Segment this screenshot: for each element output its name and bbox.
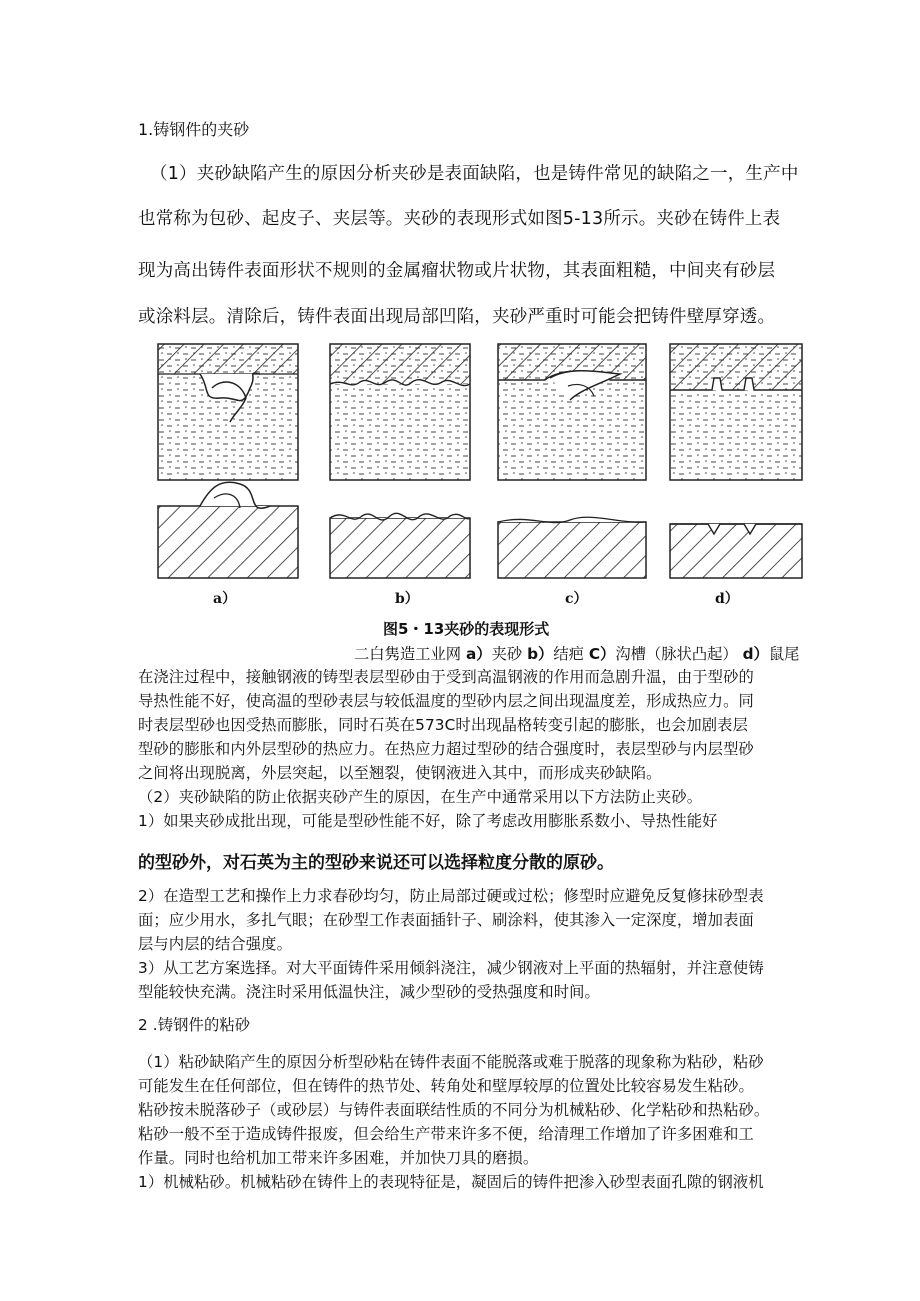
subcaption-key: d） (742, 645, 769, 663)
section2-line: 1）机械粘砂。机械粘砂在铸件上的表现特征是，凝固后的铸件把渗入砂型表面孔隙的钢液机 (138, 1173, 764, 1191)
panel-label-a: a） (213, 591, 237, 607)
method-line: 2）在造型工艺和操作上力求春砂均匀，防止局部过硬或过松；修型时应避免反复修抹砂型表 (138, 887, 764, 905)
section1-title: 1.铸钢件的夹砂 (138, 120, 250, 139)
body-line: 时表层型砂也因受热而膨胀，同时石英在573C时出现晶格转变引起的膨胀，也会加剧表层 (138, 716, 748, 734)
body-line: 1）如果夹砂成批出现，可能是型砂性能不好，除了考虑改用膨胀系数小、导热性能好 (138, 812, 718, 830)
panel-c-mold (498, 344, 646, 480)
panel-b-mold (330, 344, 470, 480)
panel-label-d: d） (715, 591, 739, 607)
body-line: 型砂的膨胀和内外层型砂的热应力。在热应力超过型砂的结合强度时，表层型砂与内层型砂 (138, 740, 754, 758)
body-line: 之间将出现脱离，外层突起，以至翘裂，使钢液进入其中，而形成夹砂缺陷。 (138, 764, 662, 782)
section2-line: 作量。同时也给机加工带来许多困难，并加快刀具的磨损。 (138, 1149, 539, 1167)
panel-d-mold (670, 344, 802, 480)
subcaption-text: 沟槽（脉状凸起） (615, 645, 738, 663)
subcaption-prefix: 二白隽造工业网 (354, 645, 462, 663)
section2-line: 粘砂按未脱落砂子（或砂层）与铸件表面联结性质的不同分为机械粘砂、化学粘砂和热粘砂。 (138, 1101, 770, 1119)
subcaption-text: 结疤 (553, 645, 584, 663)
subcaption-key: a） (465, 645, 492, 663)
panel-label-c: c） (565, 591, 588, 607)
subcaption-key: b） (527, 645, 554, 663)
method-line: 3）从工艺方案选择。对大平面铸件采用倾斜浇注，减少钢液对上平面的热辐射，并注意使铸 (138, 959, 764, 977)
figure-subcaption (354, 642, 799, 664)
figure-caption: 图5・13夹砂的表现形式 (383, 620, 550, 638)
panel-a-mold (158, 344, 298, 480)
method-line: 型能较快充满。浇注时采用低温快注，减少型砂的受热强度和时间。 (138, 983, 600, 1001)
panel-b-casting (330, 513, 470, 578)
section2-line: 粘砂一般不至于造成铸件报废，但会给生产带来许多不便，给清理工作增加了许多困难和工 (138, 1125, 754, 1143)
method-line: 层与内层的结合强度。 (138, 935, 292, 953)
subcaption-key: C） (588, 645, 616, 663)
body-line: （2）夹砂缺陷的防止依据夹砂产生的原因，在生产中通常采用以下方法防止夹砂。 (138, 788, 703, 806)
panel-c-casting (498, 517, 646, 578)
panel-label-b: b） (395, 591, 419, 607)
para1-line: 也常称为包砂、起皮子、夹层等。夹砂的表现形式如图5-13所示。夹砂在铸件上表 (138, 209, 781, 229)
section2-line: 可能发生在任何部位，但在铸件的热节处、转角处和壁厚较厚的位置处比较容易发生粘砂。 (138, 1077, 754, 1095)
body-line: 导热性能不好，使高温的型砂表层与较低温度的型砂内层之间出现温度差，形成热应力。同 (138, 692, 754, 710)
panel-a-casting (158, 482, 298, 578)
para1-line: 现为高出铸件表面形状不规则的金属瘤状物或片状物，其表面粗糙，中间夹有砂层 (138, 261, 776, 281)
bold-line: 的型砂外，对石英为主的型砂来说还可以选择粒度分散的原砂。 (138, 853, 614, 873)
body-line: 在浇注过程中，接触钢液的铸型表层型砂由于受到高温钢液的作用而急剧升温，由于型砂的 (138, 668, 754, 686)
sand-inclusion-figure (150, 338, 810, 638)
subcaption-text: 夹砂 (491, 645, 523, 663)
method-line: 面；应少用水，多扎气眼；在砂型工作表面插针子、刷涂料，使其渗入一定深度，增加表面 (138, 911, 754, 929)
section2-line: （1）粘砂缺陷产生的原因分析型砂粘在铸件表面不能脱落或难于脱落的现象称为粘砂，粘砂 (138, 1053, 764, 1071)
para1-line: （1）夹砂缺陷产生的原因分析夹砂是表面缺陷，也是铸件常见的缺陷之一，生产中 (150, 164, 799, 184)
section2-title: 2 .铸钢件的粘砂 (138, 1016, 251, 1034)
panel-d-casting (670, 524, 802, 578)
subcaption-text: 鼠尾 (768, 645, 800, 663)
para1-line: 或涂料层。清除后，铸件表面出现局部凹陷，夹砂严重时可能会把铸件壁厚穿透。 (138, 307, 776, 327)
